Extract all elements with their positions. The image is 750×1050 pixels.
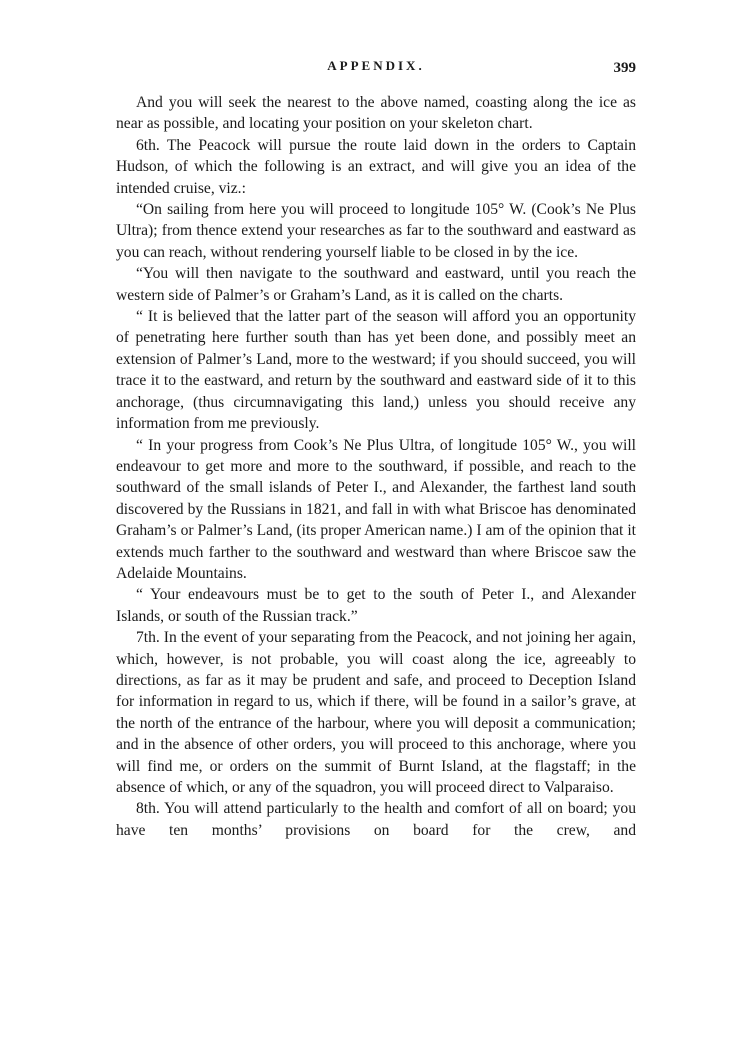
quote-paragraph-2: “You will then navigate to the southward and eastward, until you reach the western side of Palmer’s or Graham’s Land, as it is called on the charts. (116, 265, 636, 304)
paragraph-8th: 8th. You will attend particularly to the health and comfort of all on board; you have ten months’ provisions on board for the crew, and (116, 800, 636, 839)
quote-paragraph-1: “On sailing from here you will proceed to longitude 105° W. (Cook’s Ne Plus Ultra); from thence extend your researches as far to the southward and eastward as you can reach, without rendering yourself liable to be closed in by the ice. (116, 201, 636, 261)
paragraph-6th: 6th. The Peacock will pursue the route laid down in the orders to Captain Hudson, of which the following is an extract, and will give you an idea of the intended cruise, viz.: (116, 136, 636, 197)
quote-paragraph-5: “ Your endeavours must be to get to the south of Peter I., and Alexander Islands, or south of the Russian track.” (116, 586, 636, 625)
quote-paragraph-3: “ It is believed that the latter part of the season will afford you an opportunity of penetrating here further south than has yet been done, and possibly meet an extension of Palmer’s Land, more to the westward; if you should succeed, you will trace it to the eastward, and return by the southward and eastward side of it to this anchorage, (thus circumnavigating this land,) unless you should receive any information from me previously. (116, 308, 636, 433)
paragraph-7th: 7th. In the event of your separating from the Peacock, and not joining her again, which, however, is not probable, you will coast along the ice, agreeably to directions, as far as it may be prudent and safe, and proceed to Deception Island for information in regard to us, which if there, will be found in a sailor’s grave, at the north of the entrance of the harbour, where you will deposit a communication; and in the absence of other orders, you will proceed to this anchorage, where you will find me, or orders on the summit of Burnt Island, at the flagstaff; in the absence of which, or any of the squadron, you will proceed direct to Valparaiso. (116, 629, 636, 796)
running-title: APPENDIX. (327, 58, 425, 73)
quote-paragraph-4: “ In your progress from Cook’s Ne Plus Ultra, of longitude 105° W., you will endeavour to get more and more to the southward, if possible, and reach to the southward of the small islands of Peter I., and Alexander, the farthest land south discovered by the Russians in 1821, and fall in with what Briscoe has denominated Graham’s or Palmer’s Land, (its proper American name.) I am of the opinion that it extends much farther to the southward and westward than where Briscoe saw the Adelaide Mountains. (116, 436, 636, 582)
body-text (116, 92, 636, 841)
page-number: 399 (613, 60, 636, 76)
paragraph-continuation: And you will seek the nearest to the above named, coasting along the ice as near as possible, and locating your position on your skeleton chart. (116, 94, 636, 133)
running-head (116, 58, 636, 82)
